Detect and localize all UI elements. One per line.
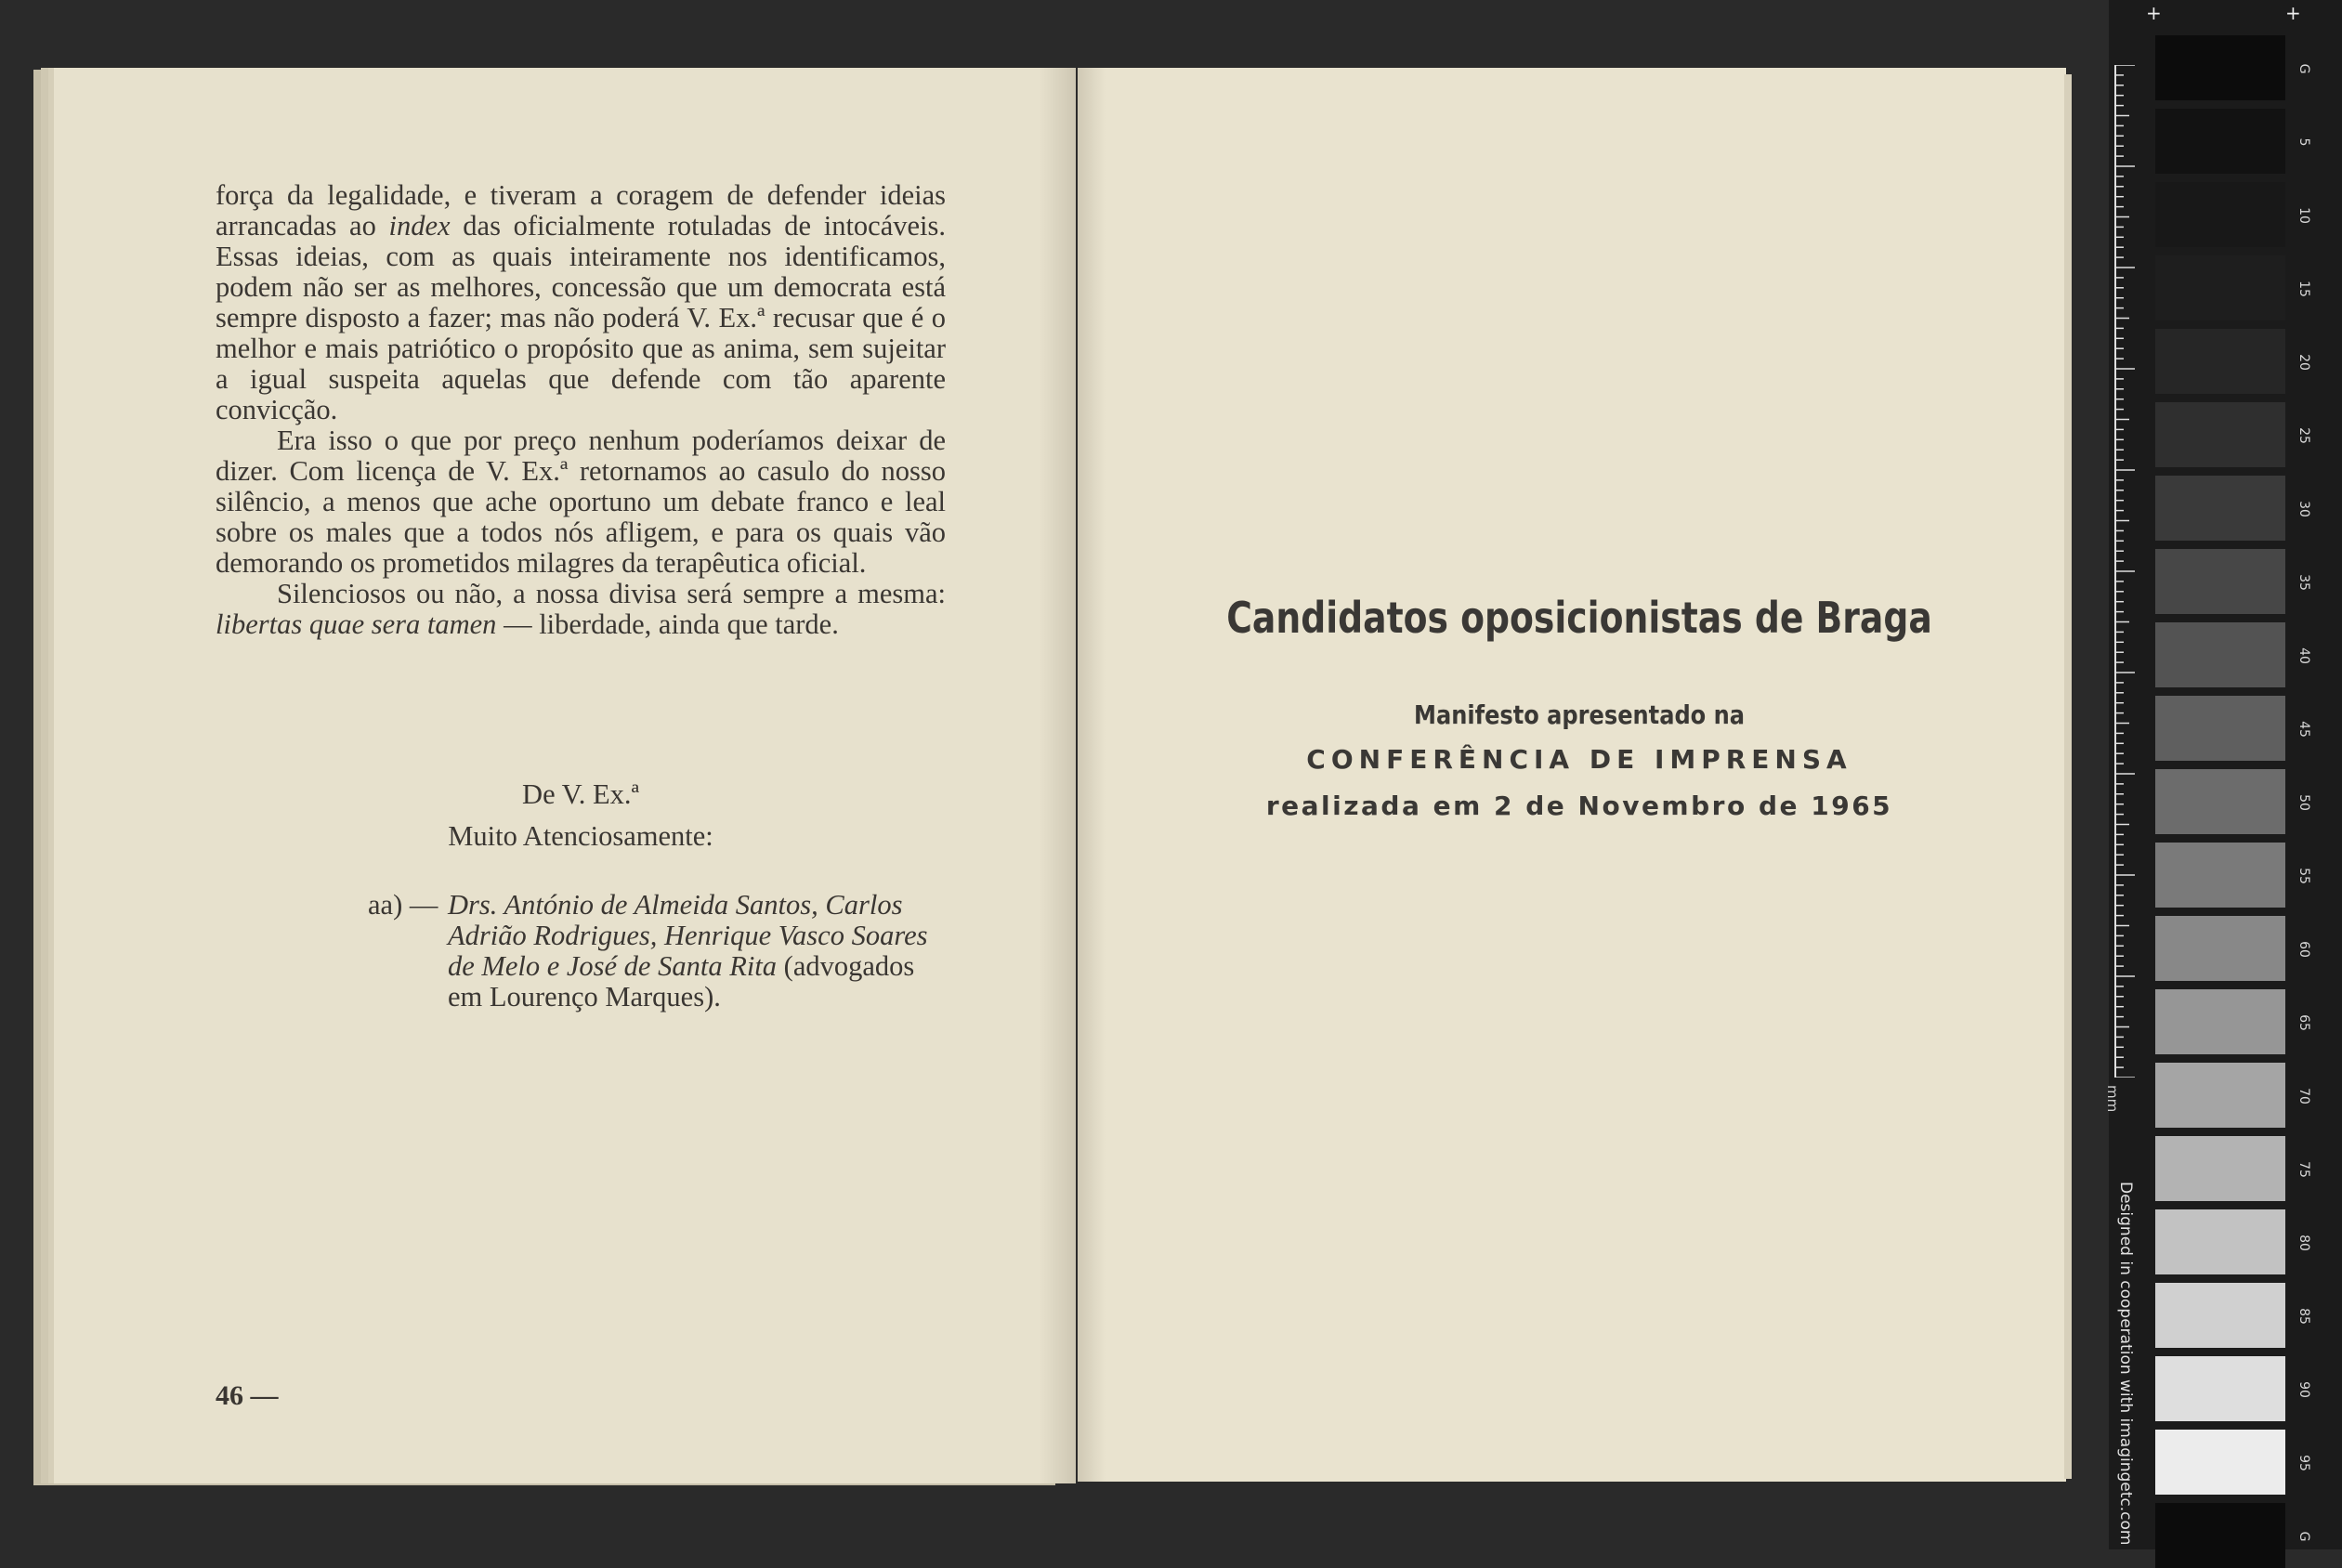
signature-suffix: (advogados em Lourenço Marques). xyxy=(448,950,915,1013)
gray-patch xyxy=(2155,35,2285,100)
signature-names: Drs. António de Almeida Santos, Carlos Adrião Rodrigues, Henrique Vasco Soares de Melo e José de Santa Rita xyxy=(448,889,928,982)
page-number: 46 — xyxy=(216,1380,279,1411)
gray-patch xyxy=(2155,109,2285,174)
gray-patch xyxy=(2155,916,2285,981)
patch-label: 40 xyxy=(2296,647,2311,664)
signature-block xyxy=(368,890,949,1013)
patch-label: 35 xyxy=(2296,574,2311,591)
gray-patch xyxy=(2155,989,2285,1054)
right-page xyxy=(1078,68,2066,1482)
manifesto-subtitle-1: Manifesto apresentado na xyxy=(1413,699,1746,730)
gray-patch xyxy=(2155,476,2285,541)
manifesto-title: Candidatos oposicionistas de Braga xyxy=(1226,593,1932,643)
closing-valediction: Muito Atenciosamente: xyxy=(448,820,713,852)
paragraph-1: força da legalidade, e tiveram a coragem de defender ideias arrancadas ao index das oficialmente rotuladas de intocáveis. Essas ideias, com as quais inteiramente nos identificamos, podem não ser as melhores, concessão que um democrata está sempre disposto a fazer; mas não poderá V. Ex.ª recusar que é o melhor e mais patriótico o propósito que as anima, sem sujeitar a igual suspeita aquelas que defende com tão aparente convicção. xyxy=(216,179,946,425)
gray-patch xyxy=(2155,843,2285,908)
patch-label: 15 xyxy=(2296,281,2311,297)
manifesto-subtitle-3: realizada em 2 de Novembro de 1965 xyxy=(1265,791,1893,821)
patch-label: 5 xyxy=(2296,137,2311,147)
patch-label: 65 xyxy=(2296,1014,2311,1031)
gray-patch xyxy=(2155,402,2285,467)
ruler-unit-label: mm xyxy=(2104,1085,2121,1113)
gray-patch xyxy=(2155,1283,2285,1348)
gray-patch xyxy=(2155,1209,2285,1274)
signature-prefix: aa) — xyxy=(368,889,438,921)
gray-patch xyxy=(2155,1063,2285,1128)
patch-label: 80 xyxy=(2296,1235,2311,1251)
paragraph-3: Silenciosos ou não, a nossa divisa será sempre a mesma: libertas quae sera tamen — liberdade, ainda que tarde. xyxy=(216,578,946,640)
signature-text xyxy=(448,890,949,1013)
patch-label: 20 xyxy=(2296,354,2311,371)
patch-label: 85 xyxy=(2296,1308,2311,1325)
closing-salutation: De V. Ex.ª xyxy=(522,778,639,810)
patch-label: 90 xyxy=(2296,1381,2311,1398)
patch-label: 75 xyxy=(2296,1161,2311,1178)
patch-label: 50 xyxy=(2296,794,2311,811)
right-page-edge xyxy=(2064,74,2072,1479)
patch-label: 70 xyxy=(2296,1088,2311,1104)
patch-label: 55 xyxy=(2296,868,2311,884)
gray-patch xyxy=(2155,182,2285,247)
gray-patch xyxy=(2155,622,2285,687)
gray-patch xyxy=(2155,329,2285,394)
crosshair-icon: + xyxy=(2285,2,2301,24)
gray-patch xyxy=(2155,1356,2285,1421)
target-credit: Designed in cooperation with imagingetc.com xyxy=(2116,1182,2135,1546)
manifesto-subtitle-2: CONFERÊNCIA DE IMPRENSA xyxy=(1306,744,1852,775)
paragraph-2: Era isso o que por preço nenhum poderíamos deixar de dizer. Com licença de V. Ex.ª retornamos ao casulo do nosso silêncio, a menos que ache oportuno um debate franco e leal sobre os males que a todos nós afligem, e para os quais vão demorando os prometidos milagres da terapêutica oficial. xyxy=(216,425,946,579)
gray-patch xyxy=(2155,1430,2285,1495)
gray-patch xyxy=(2155,255,2285,320)
letter-body xyxy=(216,180,946,640)
mm-ruler xyxy=(2114,65,2135,1078)
patch-label: 45 xyxy=(2296,721,2311,738)
patch-label: 10 xyxy=(2296,207,2311,224)
patch-label: G xyxy=(2296,1531,2311,1542)
gray-patch xyxy=(2155,696,2285,761)
patch-label: G xyxy=(2296,63,2311,74)
patch-label: 30 xyxy=(2296,501,2311,517)
patch-label: 95 xyxy=(2296,1455,2311,1471)
crosshair-icon: + xyxy=(2146,2,2162,24)
patch-label: 60 xyxy=(2296,941,2311,958)
gray-patch xyxy=(2155,769,2285,834)
gray-patch xyxy=(2155,1503,2285,1568)
gray-patch xyxy=(2155,1136,2285,1201)
patch-label: 25 xyxy=(2296,427,2311,444)
gray-patch xyxy=(2155,549,2285,614)
